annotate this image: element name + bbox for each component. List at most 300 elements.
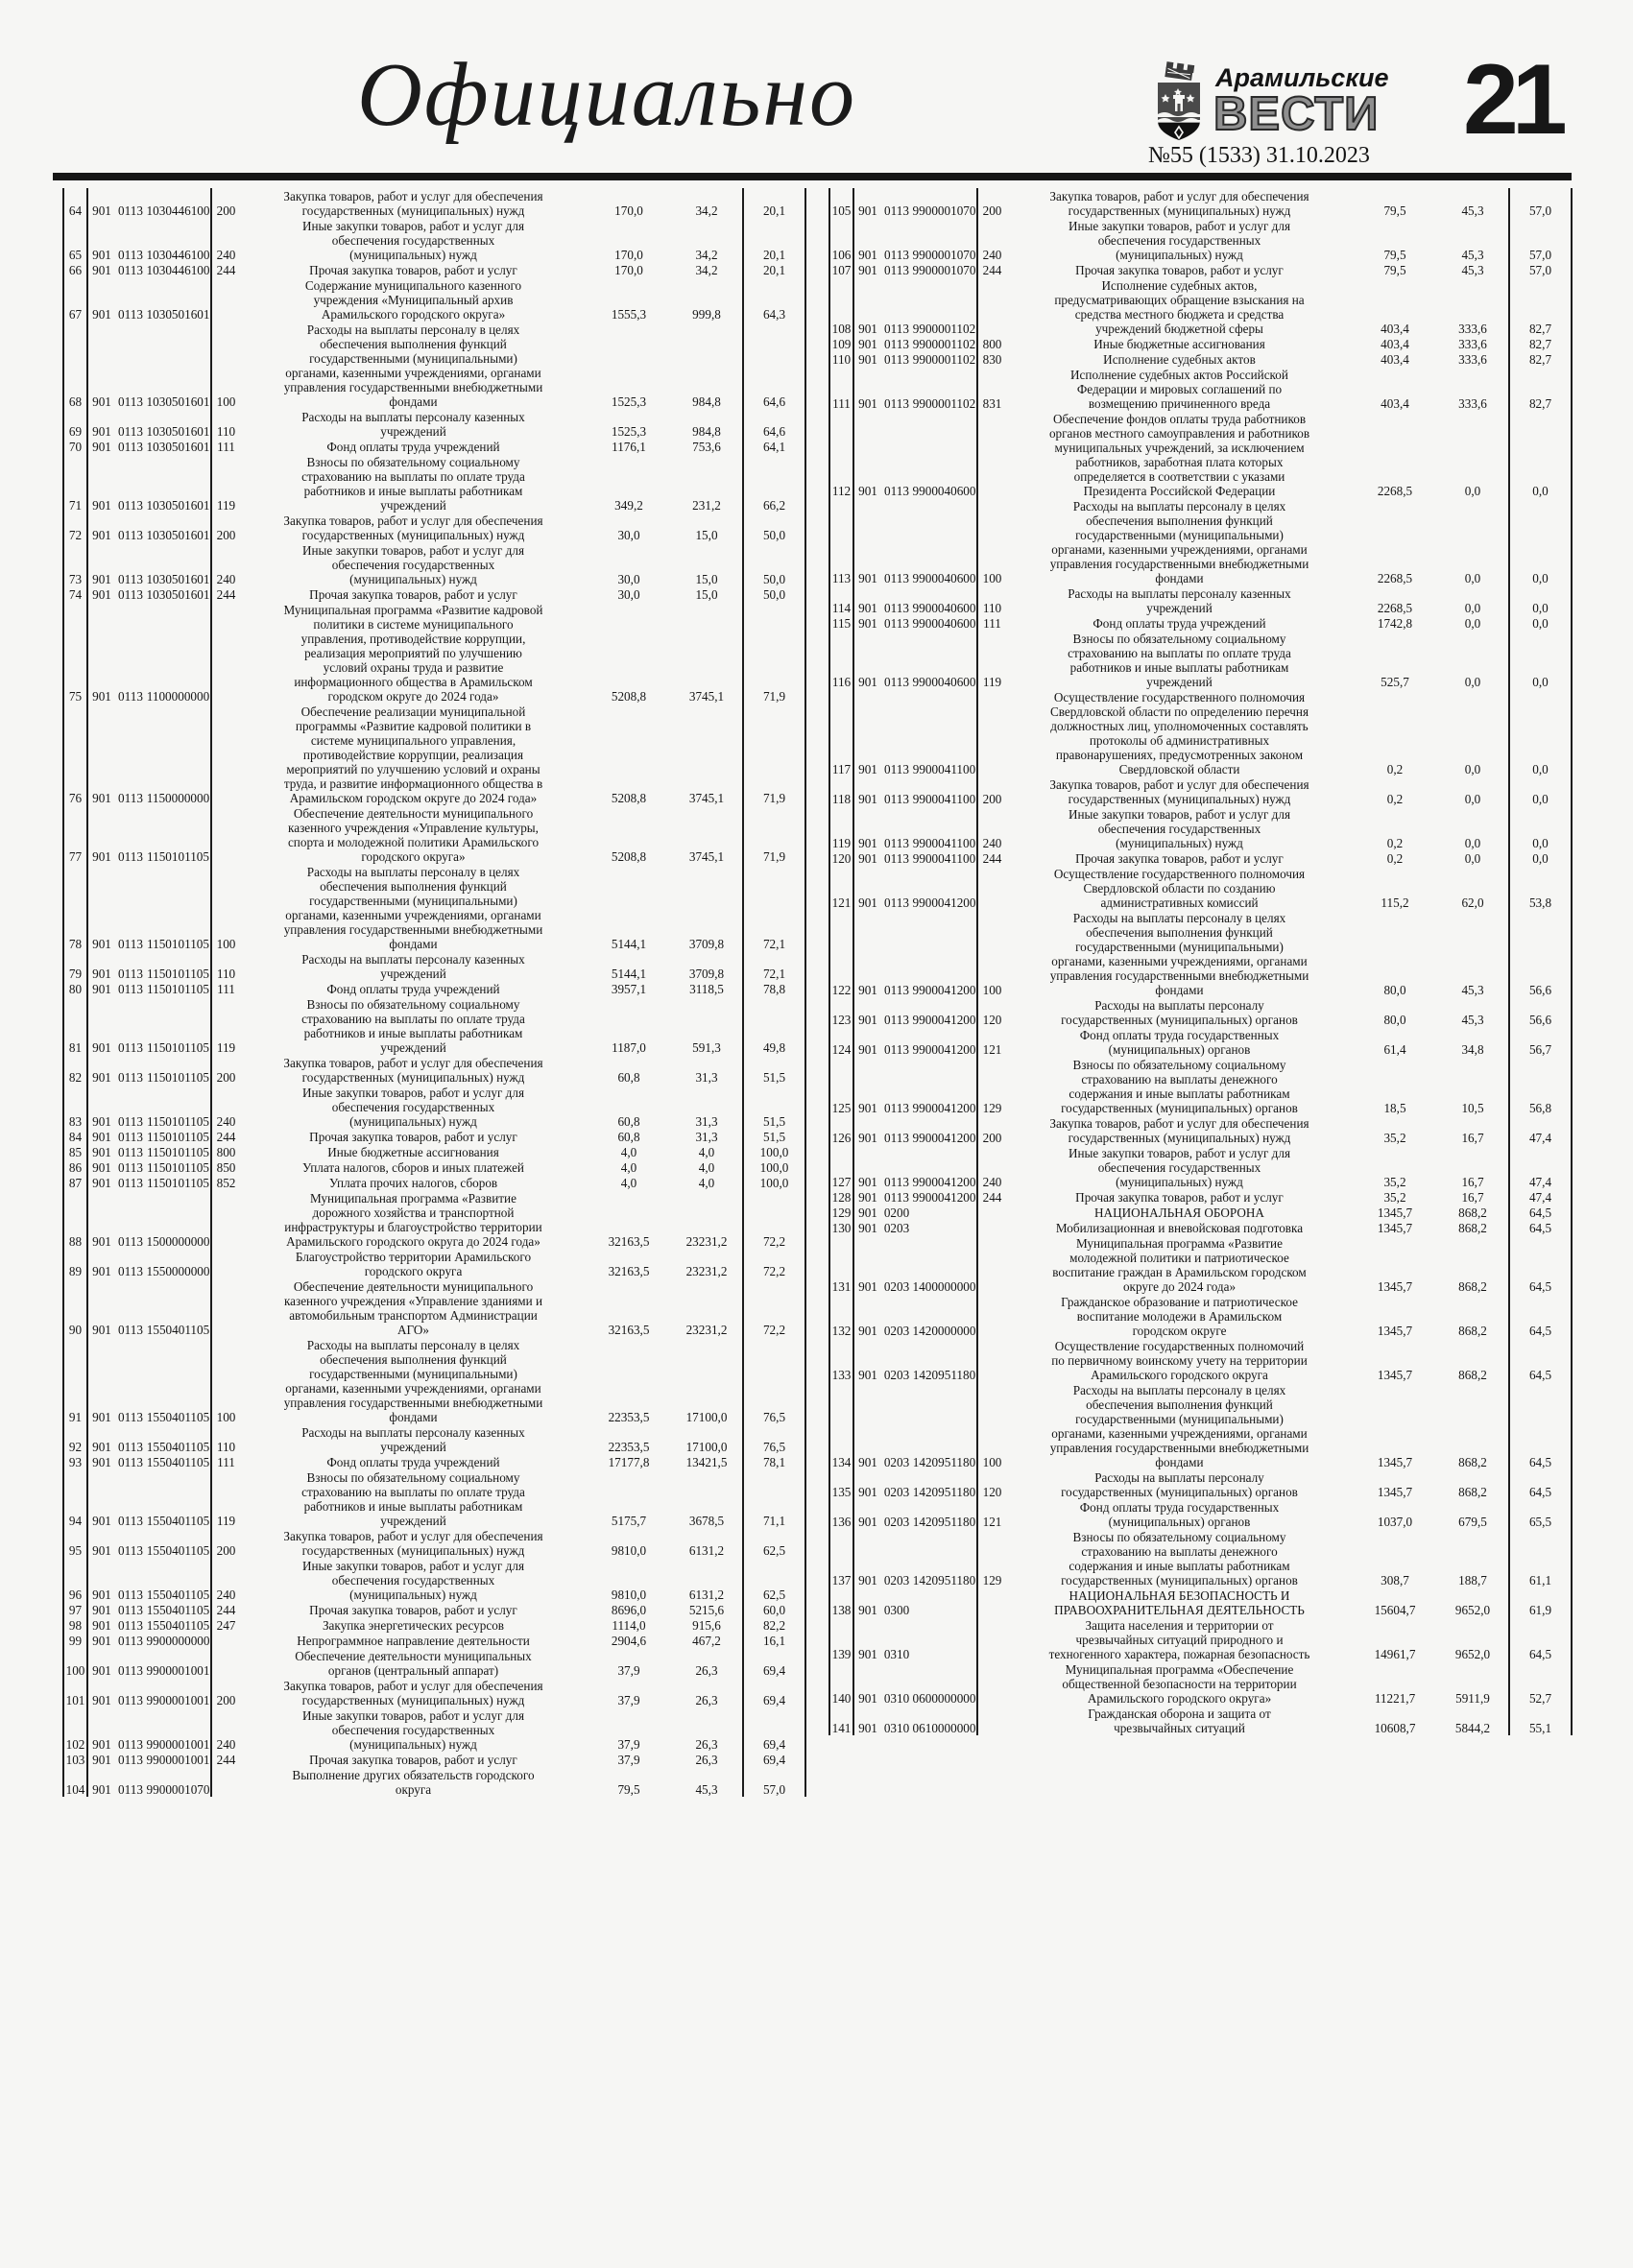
plan-value: 79,5 [1383, 263, 1406, 277]
target-article-code: 9900041100 [912, 851, 976, 866]
expense-name: Расходы на выплаты персоналу казенных учреждений [301, 1425, 525, 1454]
expense-name: Фонд оплаты труда учреждений [326, 1455, 500, 1469]
grbs-code: 901 [92, 1440, 111, 1454]
table-row [63, 542, 805, 586]
table-row [63, 454, 805, 513]
table-row [829, 1220, 1572, 1235]
table-row [63, 704, 805, 805]
percent-value: 50,0 [743, 542, 805, 586]
expense-type-code [211, 1648, 240, 1678]
expense-type-code: 119 [216, 1040, 236, 1055]
percent-value: 60,0 [743, 1602, 805, 1617]
row-number: 97 [63, 1602, 87, 1617]
expense-type-code: 830 [982, 352, 1002, 367]
section-code: 0113 [118, 1160, 143, 1175]
row-number: 87 [63, 1175, 87, 1190]
section-code: 0113 [118, 1070, 143, 1085]
row-number: 69 [63, 409, 87, 439]
percent-value: 71,1 [743, 1469, 805, 1528]
grbs-code: 901 [92, 498, 111, 513]
section-code: 0113 [118, 1634, 143, 1648]
expense-type-code: 800 [216, 1145, 236, 1159]
table-row [829, 1115, 1572, 1145]
executed-value: 9652,0 [1437, 1588, 1509, 1617]
percent-value: 66,2 [743, 454, 805, 513]
expense-type-code [977, 1235, 1006, 1294]
expense-name: Муниципальная программа «Развитие кадровой политики в системе муниципального управления, противодействие коррупции, реализация мероприятий по улучшению условий охраны труда и развитие информационного общества в Арамильском городском округе до 2024 года» [283, 603, 543, 704]
section-code: 0310 [883, 1721, 910, 1735]
expense-type-code: 831 [982, 396, 1002, 411]
section-code: 0113 [118, 440, 143, 454]
table-row [829, 498, 1572, 585]
expense-name: Закупка товаров, работ и услуг для обеспечения государственных (муниципальных) нужд [1049, 1116, 1309, 1145]
row-number: 115 [829, 615, 853, 631]
plan-value: 30,0 [617, 528, 640, 542]
expense-type-code [211, 805, 240, 864]
table-row [63, 1159, 805, 1175]
expense-name: Осуществление государственного полномочия Свердловской области по созданию административных комиссий [1053, 867, 1306, 910]
section-code: 0113 [118, 1737, 143, 1752]
section-code: 0113 [118, 982, 143, 996]
target-article-code: 9900001001 [146, 1707, 211, 1752]
percent-value: 64,5 [1509, 1220, 1572, 1235]
executed-value: 3678,5 [671, 1469, 743, 1528]
plan-value: 22353,5 [608, 1440, 650, 1454]
section-code: 0203 [883, 1573, 910, 1588]
row-number: 86 [63, 1159, 87, 1175]
table-row [829, 631, 1572, 689]
expense-name: Иные закупки товаров, работ и услуг для обеспечения государственных (муниципальных) нужд [1068, 807, 1291, 850]
target-article-code [912, 1205, 977, 1220]
percent-value: 52,7 [1509, 1661, 1572, 1706]
plan-value: 22353,5 [608, 1410, 650, 1424]
expense-name: Взносы по обязательному социальному страхованию на выплаты денежного содержания и иные выплаты работникам государственных (муниципальных) органов [1061, 1530, 1298, 1588]
section-code: 0113 [884, 601, 909, 615]
row-number: 93 [63, 1454, 87, 1469]
expense-name: Взносы по обязательному социальному страхованию на выплаты по оплате труда работников и иные выплаты работникам учреждений [301, 455, 525, 513]
expense-name: Прочая закупка товаров, работ и услуг [1075, 851, 1284, 866]
expense-name: Прочая закупка товаров, работ и услуг [309, 263, 517, 277]
target-article-code: 9900001102 [912, 352, 976, 367]
plan-value: 5208,8 [611, 689, 647, 704]
section-code: 0113 [118, 1145, 143, 1159]
expense-name: Иные бюджетные ассигнования [1093, 337, 1265, 351]
section-code: 0113 [118, 1782, 143, 1797]
expense-type-code: 244 [216, 1753, 236, 1767]
executed-value: 13421,5 [671, 1454, 743, 1469]
executed-value: 333,6 [1437, 351, 1509, 367]
table-row [829, 367, 1572, 411]
expense-type-code [977, 1588, 1006, 1617]
expense-name: Уплата прочих налогов, сборов [328, 1176, 498, 1190]
budget-table-right-column [829, 188, 1571, 1735]
grbs-code: 901 [92, 572, 111, 586]
section-code: 0203 [883, 1221, 910, 1235]
expense-type-code: 121 [982, 1515, 1002, 1529]
percent-value: 0,0 [1509, 689, 1572, 776]
target-article-code: 9900041100 [912, 689, 977, 776]
percent-value: 20,1 [743, 262, 805, 277]
table-row [829, 188, 1572, 218]
row-number: 67 [63, 277, 87, 322]
section-code: 0113 [118, 791, 143, 805]
expense-name: Прочая закупка товаров, работ и услуг [1075, 263, 1284, 277]
plan-value: 1114,0 [612, 1618, 646, 1633]
plan-value: 37,9 [617, 1693, 640, 1707]
plan-value: 11221,7 [1374, 1691, 1416, 1706]
section-code: 0113 [118, 587, 143, 602]
row-number: 140 [829, 1661, 853, 1706]
newspaper-logo [1148, 60, 1398, 175]
table-row [63, 1648, 805, 1678]
section-code: 0113 [884, 1101, 909, 1115]
percent-value: 51,5 [743, 1085, 805, 1129]
target-article-code [912, 1220, 977, 1235]
executed-value: 26,3 [671, 1707, 743, 1752]
plan-value: 35,2 [1383, 1131, 1406, 1145]
target-article-code: 1150101105 [146, 981, 211, 996]
target-article-code: 9900001001 [146, 1648, 211, 1678]
executed-value: 26,3 [671, 1752, 743, 1767]
plan-value: 1345,7 [1377, 1368, 1413, 1382]
row-number: 99 [63, 1633, 87, 1648]
executed-value: 3745,1 [671, 805, 743, 864]
expense-name: Взносы по обязательному социальному страхованию на выплаты по оплате труда работников и иные выплаты работникам учреждений [301, 997, 525, 1055]
target-article-code: 0600000000 [912, 1661, 977, 1706]
target-article-code: 1030501601 [146, 322, 211, 409]
executed-value: 0,0 [1437, 411, 1509, 498]
percent-value: 0,0 [1509, 631, 1572, 689]
expense-type-code: 200 [982, 1131, 1002, 1145]
executed-value: 45,3 [1437, 262, 1509, 277]
target-article-code: 1420951180 [912, 1499, 977, 1529]
expense-type-code [977, 1706, 1006, 1735]
expense-name: Расходы на выплаты персоналу в целях обеспечения выполнения функций государственными (муниципальными) органами, казенными учреждениями, органами управления государственными внебюджетными фондами [1049, 499, 1309, 585]
percent-value: 64,5 [1509, 1617, 1572, 1661]
table-row [63, 602, 805, 704]
executed-value: 45,3 [1437, 218, 1509, 262]
table-row [63, 805, 805, 864]
expense-name: Закупка энергетических ресурсов [322, 1618, 505, 1633]
section-code: 0113 [118, 572, 143, 586]
expense-name: Мобилизационная и вневойсковая подготовка [1055, 1221, 1304, 1235]
executed-value: 31,3 [671, 1055, 743, 1085]
target-article-code: 9900041200 [912, 1115, 977, 1145]
section-code: 0113 [884, 895, 909, 910]
table-row [829, 277, 1572, 336]
expense-name: Обеспечение реализации муниципальной программы «Развитие кадровой политики в системе муниципального управления, противодействие коррупции, реализация мероприятий по улучшению условий и охраны труда, и развитие информационного общества в Арамильском городском округе до 2024 года» [283, 704, 543, 805]
plan-value: 1345,7 [1377, 1279, 1413, 1294]
grbs-code: 901 [858, 571, 877, 585]
section-code: 0113 [118, 248, 143, 262]
target-article-code: 9900001102 [912, 277, 977, 336]
section-code: 0113 [884, 616, 909, 631]
executed-value: 9652,0 [1437, 1617, 1509, 1661]
row-number: 139 [829, 1617, 853, 1661]
grbs-code: 901 [858, 675, 877, 689]
row-number: 116 [829, 631, 853, 689]
plan-value: 79,5 [1383, 248, 1406, 262]
row-number: 141 [829, 1706, 853, 1735]
executed-value: 3709,8 [671, 951, 743, 981]
expense-name: Прочая закупка товаров, работ и услуг [1075, 1190, 1284, 1205]
expense-name: НАЦИОНАЛЬНАЯ ОБОРОНА [1094, 1206, 1264, 1220]
executed-value: 753,6 [671, 439, 743, 454]
expense-type-code [977, 277, 1006, 336]
grbs-code: 901 [858, 203, 877, 218]
percent-value: 20,1 [743, 218, 805, 262]
masthead-rule [53, 173, 1572, 180]
grbs-code: 901 [92, 1753, 111, 1767]
plan-value: 403,4 [1381, 396, 1409, 411]
grbs-code: 901 [92, 849, 111, 864]
target-article-code: 9900041200 [912, 866, 977, 910]
plan-value: 60,8 [617, 1130, 640, 1144]
grbs-code: 901 [92, 1040, 111, 1055]
expense-name: Муниципальная программа «Обеспечение общественной безопасности на территории Арамильского городского округа» [1062, 1662, 1297, 1706]
section-code: 0113 [884, 836, 909, 850]
table-row [63, 1454, 805, 1469]
executed-value: 333,6 [1437, 367, 1509, 411]
section-code: 0113 [118, 1693, 143, 1707]
executed-value: 15,0 [671, 586, 743, 602]
grbs-code: 901 [92, 263, 111, 277]
executed-value: 23231,2 [671, 1190, 743, 1249]
grbs-code: 901 [858, 1324, 877, 1338]
plan-value: 79,5 [617, 1782, 640, 1797]
executed-value: 31,3 [671, 1085, 743, 1129]
percent-value: 53,8 [1509, 866, 1572, 910]
executed-value: 0,0 [1437, 585, 1509, 615]
expense-name: Расходы на выплаты персоналу казенных учреждений [1068, 586, 1291, 615]
expense-type-code [211, 602, 240, 704]
percent-value: 0,0 [1509, 850, 1572, 866]
row-number: 71 [63, 454, 87, 513]
row-number: 95 [63, 1528, 87, 1558]
plan-value: 8696,0 [611, 1603, 647, 1617]
grbs-code: 901 [858, 322, 877, 336]
table-row [63, 1190, 805, 1249]
plan-value: 5175,7 [611, 1514, 647, 1528]
grbs-code: 901 [858, 1368, 877, 1382]
table-row [63, 1424, 805, 1454]
percent-value: 64,6 [743, 322, 805, 409]
target-article-code: 9900041200 [912, 1057, 977, 1115]
plan-value: 5208,8 [611, 791, 647, 805]
expense-name: Взносы по обязательному социальному страхованию на выплаты по оплате труда работников и иные выплаты работникам учреждений [1068, 632, 1291, 689]
target-article-code [912, 1617, 977, 1661]
grbs-code: 901 [858, 1603, 877, 1617]
target-article-code: 1030501601 [146, 277, 211, 322]
plan-value: 1345,7 [1377, 1455, 1413, 1469]
target-article-code: 1550401105 [146, 1558, 211, 1602]
percent-value: 100,0 [743, 1159, 805, 1175]
expense-name: Фонд оплаты труда государственных (муниципальных) органов [1079, 1028, 1280, 1057]
grbs-code: 901 [92, 1603, 111, 1617]
target-article-code: 1030501601 [146, 440, 210, 454]
expense-type-code: 111 [217, 982, 235, 996]
row-number: 110 [829, 351, 853, 367]
target-article-code: 9900001070 [146, 1767, 211, 1797]
expense-name: Взносы по обязательному социальному страхованию на выплаты денежного содержания и иные выплаты работникам государственных (муниципальных) органов [1061, 1058, 1298, 1115]
grbs-code: 901 [92, 1234, 111, 1249]
executed-value: 15,0 [671, 513, 743, 542]
plan-value: 9810,0 [611, 1588, 647, 1602]
plan-value: 308,7 [1381, 1573, 1409, 1588]
percent-value: 62,5 [743, 1558, 805, 1602]
expense-type-code: 200 [216, 528, 236, 542]
grbs-code: 901 [92, 1070, 111, 1085]
grbs-code: 901 [92, 1145, 111, 1159]
target-article-code: 9900041100 [912, 776, 977, 806]
row-number: 130 [829, 1220, 853, 1235]
grbs-code: 901 [92, 1634, 111, 1648]
executed-value: 591,3 [671, 996, 743, 1055]
grbs-code: 901 [92, 203, 111, 218]
executed-value: 868,2 [1437, 1220, 1509, 1235]
plan-value: 3957,1 [611, 982, 647, 996]
executed-value: 23231,2 [671, 1278, 743, 1337]
row-number: 135 [829, 1469, 853, 1499]
percent-value: 64,1 [743, 439, 805, 454]
expense-type-code: 240 [216, 1114, 236, 1129]
row-number: 70 [63, 439, 87, 454]
table-row [63, 188, 805, 218]
section-code: 0113 [118, 1753, 143, 1767]
percent-value: 0,0 [1509, 615, 1572, 631]
section-code: 0113 [884, 792, 909, 806]
table-row [829, 411, 1572, 498]
expense-type-code: 244 [216, 587, 236, 602]
percent-value: 76,5 [743, 1424, 805, 1454]
table-row [829, 1382, 1572, 1469]
row-number: 82 [63, 1055, 87, 1085]
plan-value: 4,0 [620, 1145, 637, 1159]
expense-type-code: 240 [216, 572, 236, 586]
section-code: 0113 [884, 1013, 909, 1027]
executed-value: 34,8 [1437, 1027, 1509, 1057]
expense-type-code: 119 [982, 675, 1002, 689]
expense-type-code: 200 [216, 1693, 236, 1707]
section-code: 0113 [884, 1175, 909, 1189]
row-number: 90 [63, 1278, 87, 1337]
expense-name: Защита населения и территории от чрезвычайных ситуаций природного и техногенного характера, пожарная безопасность [1048, 1618, 1310, 1661]
row-number: 73 [63, 542, 87, 586]
grbs-code: 901 [858, 983, 877, 997]
plan-value: 35,2 [1383, 1175, 1406, 1189]
expense-type-code: 129 [982, 1573, 1002, 1588]
expense-type-code: 120 [982, 1013, 1002, 1027]
plan-value: 15604,7 [1374, 1603, 1416, 1617]
plan-value: 1525,3 [611, 424, 647, 439]
executed-value: 0,0 [1437, 850, 1509, 866]
executed-value: 231,2 [671, 454, 743, 513]
percent-value: 78,1 [743, 1454, 805, 1469]
expense-name: Иные бюджетные ассигнования [327, 1145, 499, 1159]
target-article-code: 1150000000 [146, 704, 211, 805]
expense-name: Выполнение других обязательств городского округа [292, 1768, 535, 1797]
percent-value: 0,0 [1509, 585, 1572, 615]
plan-value: 10608,7 [1374, 1721, 1416, 1735]
section-code: 0113 [118, 1543, 143, 1558]
grbs-code: 901 [92, 424, 111, 439]
expense-name: Прочая закупка товаров, работ и услуг [309, 1130, 517, 1144]
target-article-code: 1500000000 [146, 1190, 211, 1249]
grbs-code: 901 [858, 1013, 877, 1027]
executed-value: 0,0 [1437, 776, 1509, 806]
row-number: 119 [829, 806, 853, 850]
executed-value: 15,0 [671, 542, 743, 586]
row-number: 76 [63, 704, 87, 805]
target-article-code: 1550401105 [146, 1618, 210, 1633]
row-number: 94 [63, 1469, 87, 1528]
target-article-code: 1420951180 [912, 1469, 977, 1499]
percent-value: 47,4 [1509, 1115, 1572, 1145]
expense-name: Закупка товаров, работ и услуг для обеспечения государственных (муниципальных) нужд [283, 1056, 543, 1085]
row-number: 92 [63, 1424, 87, 1454]
row-number: 91 [63, 1337, 87, 1424]
grbs-code: 901 [858, 1042, 877, 1057]
table-row [63, 1617, 805, 1633]
grbs-code: 901 [858, 616, 877, 631]
percent-value: 72,2 [743, 1249, 805, 1278]
row-number: 79 [63, 951, 87, 981]
target-article-code: 9900041200 [912, 910, 977, 997]
percent-value: 0,0 [1509, 776, 1572, 806]
grbs-code: 901 [92, 1663, 111, 1678]
expense-type-code [211, 1633, 240, 1648]
target-article-code: 1150101105 [146, 1055, 211, 1085]
target-article-code: 1030501601 [146, 454, 211, 513]
target-article-code: 0610000000 [912, 1706, 977, 1735]
expense-name: Закупка товаров, работ и услуг для обеспечения государственных (муниципальных) нужд [1049, 777, 1309, 806]
target-article-code: 9900001102 [912, 337, 976, 351]
grbs-code: 901 [858, 851, 877, 866]
grbs-code: 901 [92, 1323, 111, 1337]
table-row [829, 351, 1572, 367]
row-number: 127 [829, 1145, 853, 1189]
expense-type-code [211, 1767, 240, 1797]
percent-value: 100,0 [743, 1175, 805, 1190]
plan-value: 60,8 [617, 1114, 640, 1129]
plan-value: 32163,5 [608, 1323, 650, 1337]
expense-name: Благоустройство территории Арамильского городского округа [295, 1250, 532, 1278]
table-row [829, 615, 1572, 631]
row-number: 107 [829, 262, 853, 277]
row-number: 68 [63, 322, 87, 409]
expense-type-code: 111 [217, 1455, 235, 1469]
percent-value: 69,4 [743, 1648, 805, 1678]
section-code: 0113 [884, 983, 909, 997]
grbs-code: 901 [858, 1573, 877, 1588]
executed-value: 34,2 [671, 188, 743, 218]
section-code: 0203 [883, 1515, 910, 1529]
section-code: 0113 [118, 1618, 143, 1633]
section-code: 0113 [118, 1234, 143, 1249]
section-code: 0113 [884, 352, 909, 367]
grbs-code: 901 [92, 1543, 111, 1558]
expense-type-code [211, 1278, 240, 1337]
page-section-title: Официально [357, 45, 857, 145]
grbs-code: 901 [92, 1176, 111, 1190]
expense-type-code: 200 [982, 203, 1002, 218]
grbs-code: 901 [858, 1279, 877, 1294]
plan-value: 79,5 [1383, 203, 1406, 218]
target-article-code: 1030501601 [146, 542, 211, 586]
table-row [829, 997, 1572, 1027]
grbs-code: 901 [858, 1101, 877, 1115]
section-code: 0113 [884, 263, 909, 277]
